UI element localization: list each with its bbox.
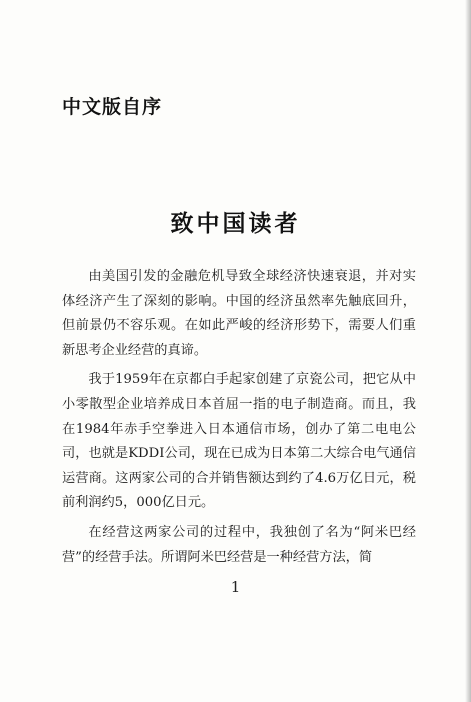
page-edge-shadow [465, 0, 471, 702]
page-number: 1 [230, 578, 241, 596]
paragraph: 我于1959年在京都白手起家创建了京瓷公司，把它从中小零散型企业培养成日本首屈一指的电子制造商。而且，我在1984年赤手空拳进入日本通信市场，创办了第二电电公司，也就是KDDI公司，现在已成为日本第二大综合电气通信运营商。这两家公司的合并销售额达到约了4.6万亿日元，税前利润约5，000亿日元。 [62, 372, 416, 511]
page-title: 致中国读者 [170, 210, 301, 237]
paragraph: 由美国引发的金融危机导致全球经济快速衰退，并对实体经济产生了深刻的影响。中国的经济虽然率先触底回升，但前景仍不容乐观。在如此严峻的经济形势下，需要人们重新思考企业经营的真谛。 [62, 269, 416, 358]
section-label: 中文版自序 [62, 96, 163, 118]
paragraph: 在经营这两家公司的过程中，我独创了名为“阿米巴经营”的经营手法。所谓阿米巴经营是一种经营方法，简 [62, 524, 416, 565]
body-text [62, 265, 416, 570]
